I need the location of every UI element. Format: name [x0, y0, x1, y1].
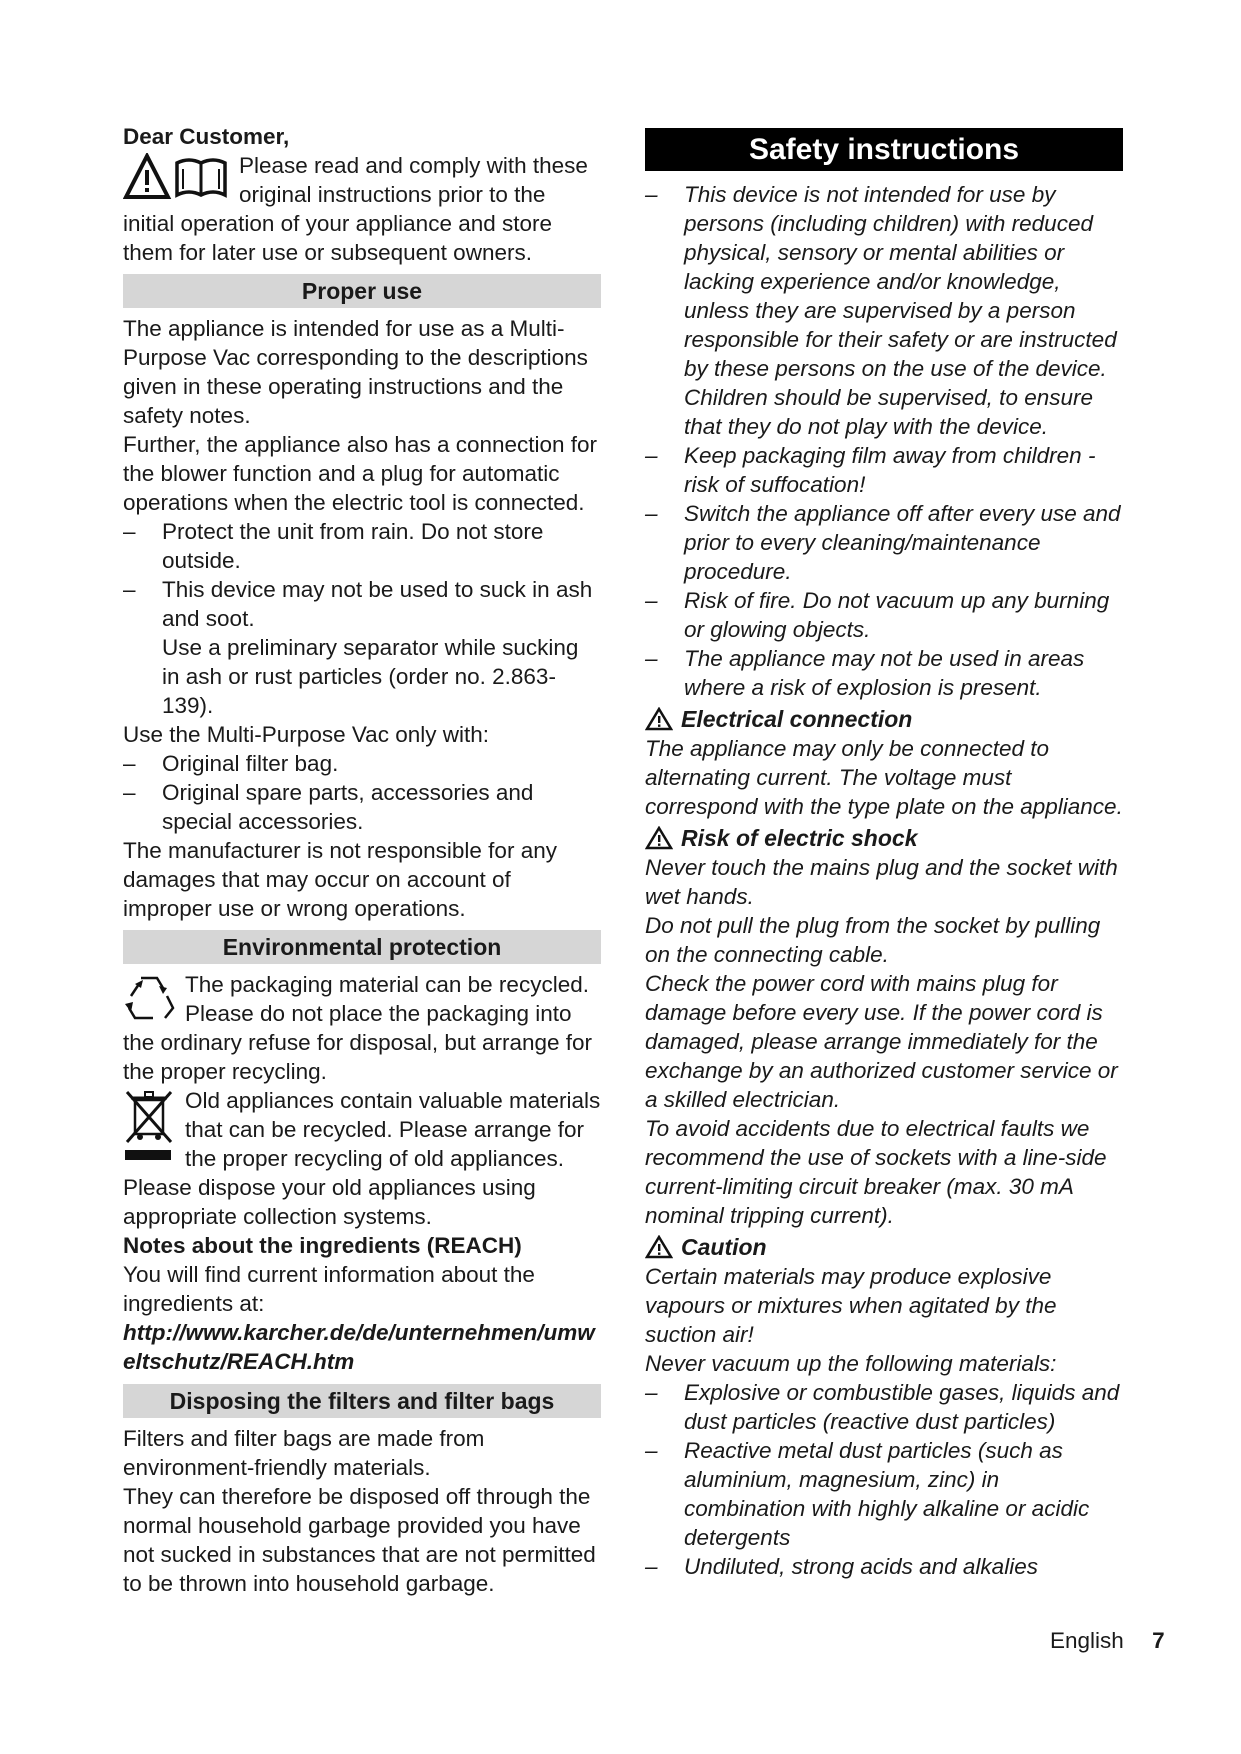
shock-p1: Never touch the mains plug and the socket with wet hands. — [645, 855, 1118, 909]
proper-use-p1: The appliance is intended for use as a Multi-Purpose Vac corresponding to the descriptions given in these operating instructions and the safety notes. — [123, 316, 588, 428]
page-number: 7 — [1152, 1628, 1165, 1653]
list-item: – The appliance may not be used in areas where a risk of explosion is present. — [645, 644, 1123, 702]
footer-language: English — [1050, 1628, 1124, 1653]
recycling-icon — [123, 972, 175, 1027]
safety-list — [645, 180, 1123, 702]
reach-heading: Notes about the ingredients (REACH) — [123, 1233, 522, 1258]
list-item: – Keep packaging film away from children - risk of suffocation! — [645, 441, 1123, 499]
old-appliances-text: Old appliances contain valuable materials that can be recycled. Please arrange for the proper recycling of old appliances. Please dispose your old appliances using appropriate collection systems. — [123, 1088, 601, 1229]
use-only-with: Use the Multi-Purpose Vac only with: — [123, 722, 489, 747]
warning-icon — [645, 1235, 673, 1259]
list-item: – Undiluted, strong acids and alkalies — [645, 1552, 1123, 1581]
proper-use-p2: Further, the appliance also has a connection for the blower function and a plug for automatic operations when the electric tool is connected. — [123, 432, 598, 515]
old-appliances-block — [123, 1086, 601, 1231]
list-item: – This device may not be used to suck in ash and soot. — [123, 575, 601, 633]
list-item: – Switch the appliance off after every use and prior to every cleaning/maintenance procedure. — [645, 499, 1123, 586]
list-item: – Risk of fire. Do not vacuum up any burning or glowing objects. — [645, 586, 1123, 644]
electrical-heading: Electrical connection — [681, 706, 913, 732]
separator-note: Use a preliminary separator while sucking in ash or rust particles (order no. 2.863-139). — [162, 635, 579, 718]
caution-heading: Caution — [681, 1234, 767, 1260]
crossed-out-bin-icon — [123, 1088, 175, 1169]
disposal-heading: Disposing the filters and filter bags — [123, 1384, 601, 1418]
proper-use-heading: Proper use — [123, 274, 601, 308]
caution-list — [645, 1378, 1123, 1581]
packaging-block — [123, 970, 601, 1086]
warning-icon — [645, 707, 673, 731]
reach-link[interactable]: http://www.karcher.de/de/unternehmen/umweltschutz/REACH.htm — [123, 1320, 595, 1374]
list-item: – Original spare parts, accessories and special accessories. — [123, 778, 601, 836]
list-item: – Explosive or combustible gases, liquids and dust particles (reactive dust particles) — [645, 1378, 1123, 1436]
reach-text: You will find current information about the ingredients at: — [123, 1262, 535, 1316]
shock-p4: To avoid accidents due to electrical faults we recommend the use of sockets with a line-side current-limiting circuit breaker (max. 30 mA nominal tripping current). — [645, 1116, 1107, 1228]
shock-heading: Risk of electric shock — [681, 825, 918, 851]
intro-text: Please read and comply with these original instructions prior to the initial operation of your appliance and store them for later use or subsequent owners. — [123, 153, 588, 265]
warning-icon — [645, 826, 673, 850]
use-only-list — [123, 749, 601, 836]
list-item: – Original filter bag. — [123, 749, 601, 778]
page-footer — [1050, 1628, 1165, 1654]
greeting: Dear Customer, — [123, 124, 290, 149]
disposal-p2: They can therefore be disposed off through the normal household garbage provided you have not sucked in substances that are not permitted to be thrown into household garbage. — [123, 1484, 596, 1596]
caution-p2: Never vacuum up the following materials: — [645, 1351, 1057, 1376]
shock-p3: Check the power cord with mains plug for damage before every use. If the power cord is damaged, please arrange immediately for the exchange by an authorized customer service or a skilled electrician. — [645, 971, 1118, 1112]
electrical-heading-row — [645, 704, 1123, 734]
caution-heading-row — [645, 1232, 1123, 1262]
packaging-text: The packaging material can be recycled. Please do not place the packaging into the ordinary refuse for disposal, but arrange for the proper recycling. — [123, 972, 593, 1084]
shock-heading-row — [645, 823, 1123, 853]
proper-use-list — [123, 517, 601, 633]
shock-p2: Do not pull the plug from the socket by pulling on the connecting cable. — [645, 913, 1101, 967]
safety-title: Safety instructions — [645, 128, 1123, 171]
list-item: – This device is not intended for use by persons (including children) with reduced physical, sensory or mental abilities or lacking experience and/or knowledge, unless they are supervised by a person responsible for their safety or are instructed by these persons on the use of the device. Children should be supervised, to ensure that they do not play with the device. — [645, 180, 1123, 441]
list-item: – Protect the unit from rain. Do not store outside. — [123, 517, 601, 575]
warning-read-manual-icon — [123, 153, 229, 206]
disposal-p1: Filters and filter bags are made from environment-friendly materials. — [123, 1426, 485, 1480]
left-column — [123, 122, 601, 1598]
intro-block — [123, 151, 601, 267]
environment-heading: Environmental protection — [123, 930, 601, 964]
electrical-text: The appliance may only be connected to alternating current. The voltage must correspond with the type plate on the appliance. — [645, 736, 1123, 819]
caution-p1: Certain materials may produce explosive vapours or mixtures when agitated by the suction air! — [645, 1264, 1057, 1347]
right-column — [645, 122, 1123, 1581]
list-item: – Reactive metal dust particles (such as aluminium, magnesium, zinc) in combination with highly alkaline or acidic detergents — [645, 1436, 1123, 1552]
liability-text: The manufacturer is not responsible for any damages that may occur on account of improper use or wrong operations. — [123, 838, 557, 921]
